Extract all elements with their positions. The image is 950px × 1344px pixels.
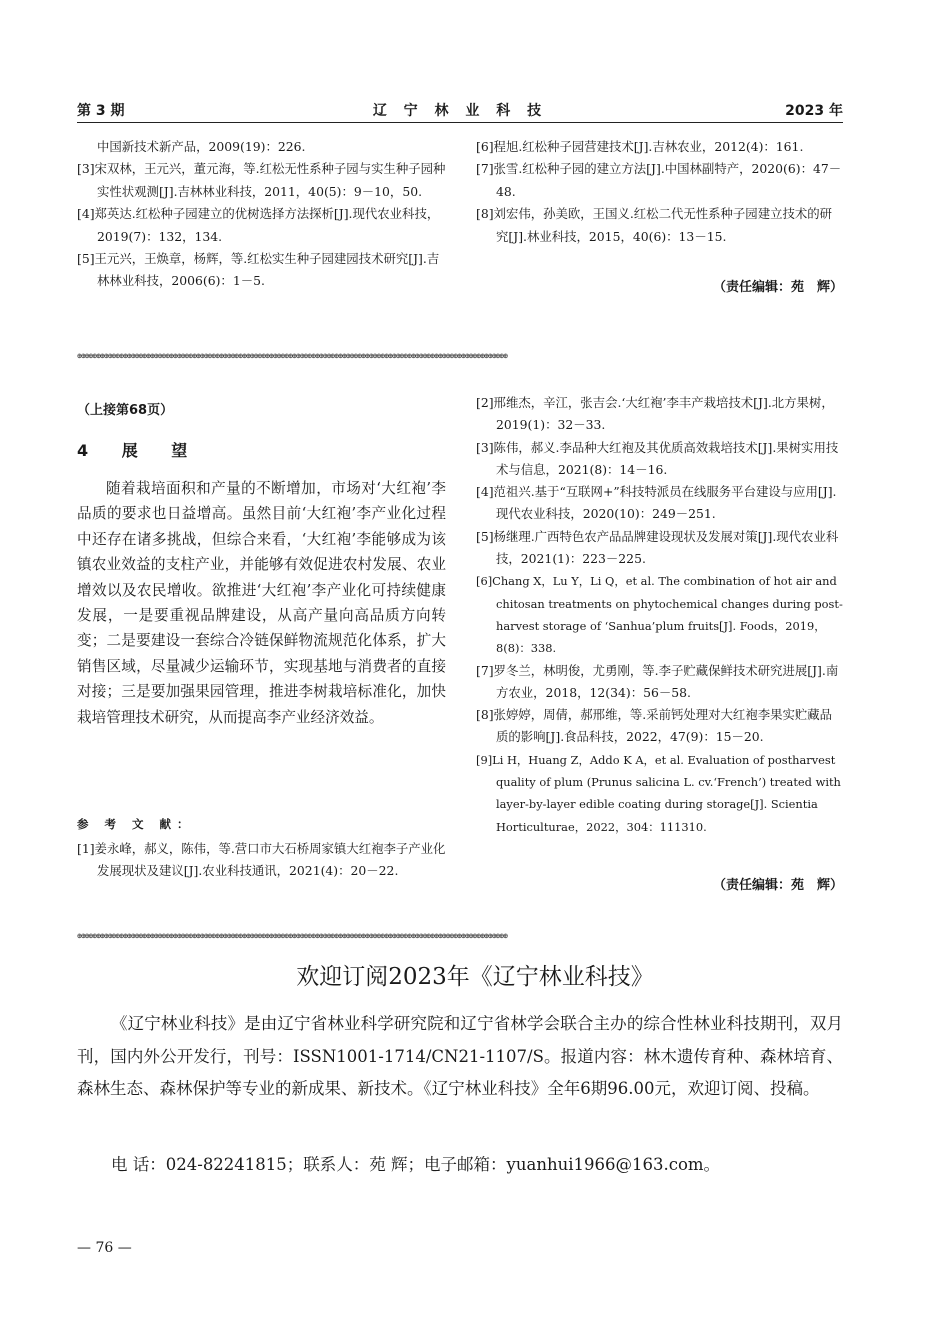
ref-item: [6]程旭.红松种子园营建技术[J].吉林农业，2012(4)：161. [476, 139, 804, 154]
ornament-separator: ꚛꚛꚛꚛꚛꚛꚛꚛꚛꚛꚛꚛꚛꚛꚛꚛꚛꚛꚛꚛꚛꚛꚛꚛꚛꚛꚛꚛꚛꚛꚛꚛꚛꚛꚛꚛꚛꚛꚛꚛꚛꚛꚛꚛꚛꚛꚛꚛꚛꚛꚛꚛꚛꚛꚛꚛꚛꚛꚛꚛꚛꚛꚛꚛꚛꚛꚛꚛꚛꚛꚛꚛꚛꚛꚛꚛꚛꚛꚛꚛꚛꚛꚛꚛꚛꚛꚛꚛꚛꚛꚛꚛꚛꚛꚛꚛꚛꚛꚛꚛꚛꚛꚛꚛꚛꚛꚛꚛꚛꚛꚛꚛ [77, 352, 508, 360]
journal-name: 辽 宁 林 业 科 技 [372, 103, 548, 119]
contact-line: 电 话：024-82241815；联系人：苑 辉；电子邮箱：yuanhui1966@163.com。 [111, 1155, 721, 1174]
refs-left [77, 838, 446, 883]
ref-item: [1]姜永峰，郝义，陈伟，等.营口市大石桥周家镇大红袍李子产业化发展现状及建议[J].农业科技通讯，2021(4)：20－22. [77, 841, 446, 879]
references-heading: 参 考 文 献： [77, 817, 195, 831]
ref-item: [8]刘宏伟，孙美欧，王国义.红松二代无性系种子园建立技术的研究[J].林业科技，2015，40(6)：13－15. [476, 206, 833, 244]
continued-note: （上接第68页） [77, 403, 174, 418]
ref-item: [6]Chang X，Lu Y，Li Q，et al. The combination of hot air and chitosan treatments on phytochemical changes during post-harvest storage of ‘Sanhua’plum fruits[J]. Foods，2019，8(8)：338. [476, 574, 843, 656]
ornament-separator-2: ꚛꚛꚛꚛꚛꚛꚛꚛꚛꚛꚛꚛꚛꚛꚛꚛꚛꚛꚛꚛꚛꚛꚛꚛꚛꚛꚛꚛꚛꚛꚛꚛꚛꚛꚛꚛꚛꚛꚛꚛꚛꚛꚛꚛꚛꚛꚛꚛꚛꚛꚛꚛꚛꚛꚛꚛꚛꚛꚛꚛꚛꚛꚛꚛꚛꚛꚛꚛꚛꚛꚛꚛꚛꚛꚛꚛꚛꚛꚛꚛꚛꚛꚛꚛꚛꚛꚛꚛꚛꚛꚛꚛꚛꚛꚛꚛꚛꚛꚛꚛꚛꚛꚛꚛꚛꚛꚛꚛꚛꚛꚛꚛ [77, 932, 508, 940]
ref-item: [2]邢维杰，辛江，张吉会.‘大红袍’李丰产栽培技术[J].北方果树，2019(1)：32－33. [476, 395, 834, 433]
editor-note: （责任编辑：苑 辉） [712, 280, 843, 295]
ref-item: [8]张婷婷，周倩，郝邢维，等.采前钙处理对大红袍李果实贮藏品质的影响[J].食品科技，2022，47(9)：15－20. [476, 707, 833, 745]
subscription-body: 《辽宁林业科技》是由辽宁省林业科学研究院和辽宁省林学会联合主办的综合性林业科技期刊，双月刊，国内外公开发行，刊号：ISSN1001-1714/CN21-1107/S。报道内容：林木遗传育种、森林培育、森林生态、森林保护等专业的新成果、新技术。《辽宁林业科技》全年6期96.00元，欢迎订阅、投稿。 [77, 1014, 843, 1098]
ref-item: [7]张雪.红松种子园的建立方法[J].中国林副特产，2020(6)：47－48. [476, 161, 842, 199]
issue-label: 第 3 期 [77, 103, 125, 119]
top-refs-right [476, 136, 843, 248]
editor-note-2: （责任编辑：苑 辉） [712, 878, 843, 893]
ref-item: [5]王元兴，王焕章，杨辉，等.红松实生种子园建园技术研究[J].吉林林业科技，2006(6)：1－5. [77, 251, 440, 289]
year-label: 2023 年 [785, 103, 843, 119]
ref-item: [5]杨继理.广西特色农产品品牌建设现状及发展对策[J].现代农业科技，2021(1)：223－225. [476, 528, 839, 567]
section-heading: 4 展 望 [77, 441, 202, 460]
header-rule [77, 122, 843, 123]
subscription-title: 欢迎订阅2023年《辽宁林业科技》 [296, 964, 654, 990]
ref-item: [7]罗冬兰，林明俊，尤勇刚，等.李子贮藏保鲜技术研究进展[J].南方农业，2018，12(34)：56－58. [476, 662, 839, 700]
top-refs-left [77, 136, 446, 293]
body-paragraph: 随着栽培面积和产量的不断增加，市场对‘大红袍’李品质的要求也日益增高。虽然目前‘大红袍’李产业化过程中还存在诸多挑战，但综合来看，‘大红袍’李能够成为该镇农业效益的支柱产业，并能够有效促进农村发展、农业增效以及农民增收。欲推进‘大红袍’李产业化可持续健康发展，一是要重视品牌建设，从高产量向高品质方向转变；二是要建设一套综合冷链保鲜物流规范化体系，扩大销售区域，尽量减少运输环节，实现基地与消费者的直接对接；三是要加强果园管理，推进李树栽培标准化，加快栽培管理技术研究，从而提高李产业经济效益。 [77, 480, 446, 726]
ref-item: [9]Li H，Huang Z，Addo K A，et al. Evaluation of postharvest quality of plum (Prunus salicina L. cv.‘French’) treated with layer-by-layer edible coating during storage[J]. Scientia Horticulturae，2022，304：111310. [476, 752, 841, 834]
ref-item: [3]宋双林，王元兴，董元海，等.红松无性系种子园与实生种子园种实性状观测[J].吉林林业科技，2011，40(5)：9－10，50. [77, 161, 446, 199]
ref-item: [3]陈伟，郝义.李品种大红袍及其优质高效栽培技术[J].果树实用技术与信息，2021(8)：14－16. [476, 439, 839, 477]
ref-item: [4]范祖兴.基于“互联网+”科技特派员在线服务平台建设与应用[J].现代农业科技，2020(10)：249－251. [476, 484, 837, 522]
running-header [77, 100, 843, 122]
ref-item: [4]郑英达.红松种子园建立的优树选择方法探析[J].现代农业科技，2019(7)：132，134. [77, 206, 440, 244]
refs-right [476, 392, 843, 838]
page-number: — 76 — [77, 1240, 132, 1256]
ref-item: 中国新技术新产品，2009(19)：226. [97, 139, 306, 154]
